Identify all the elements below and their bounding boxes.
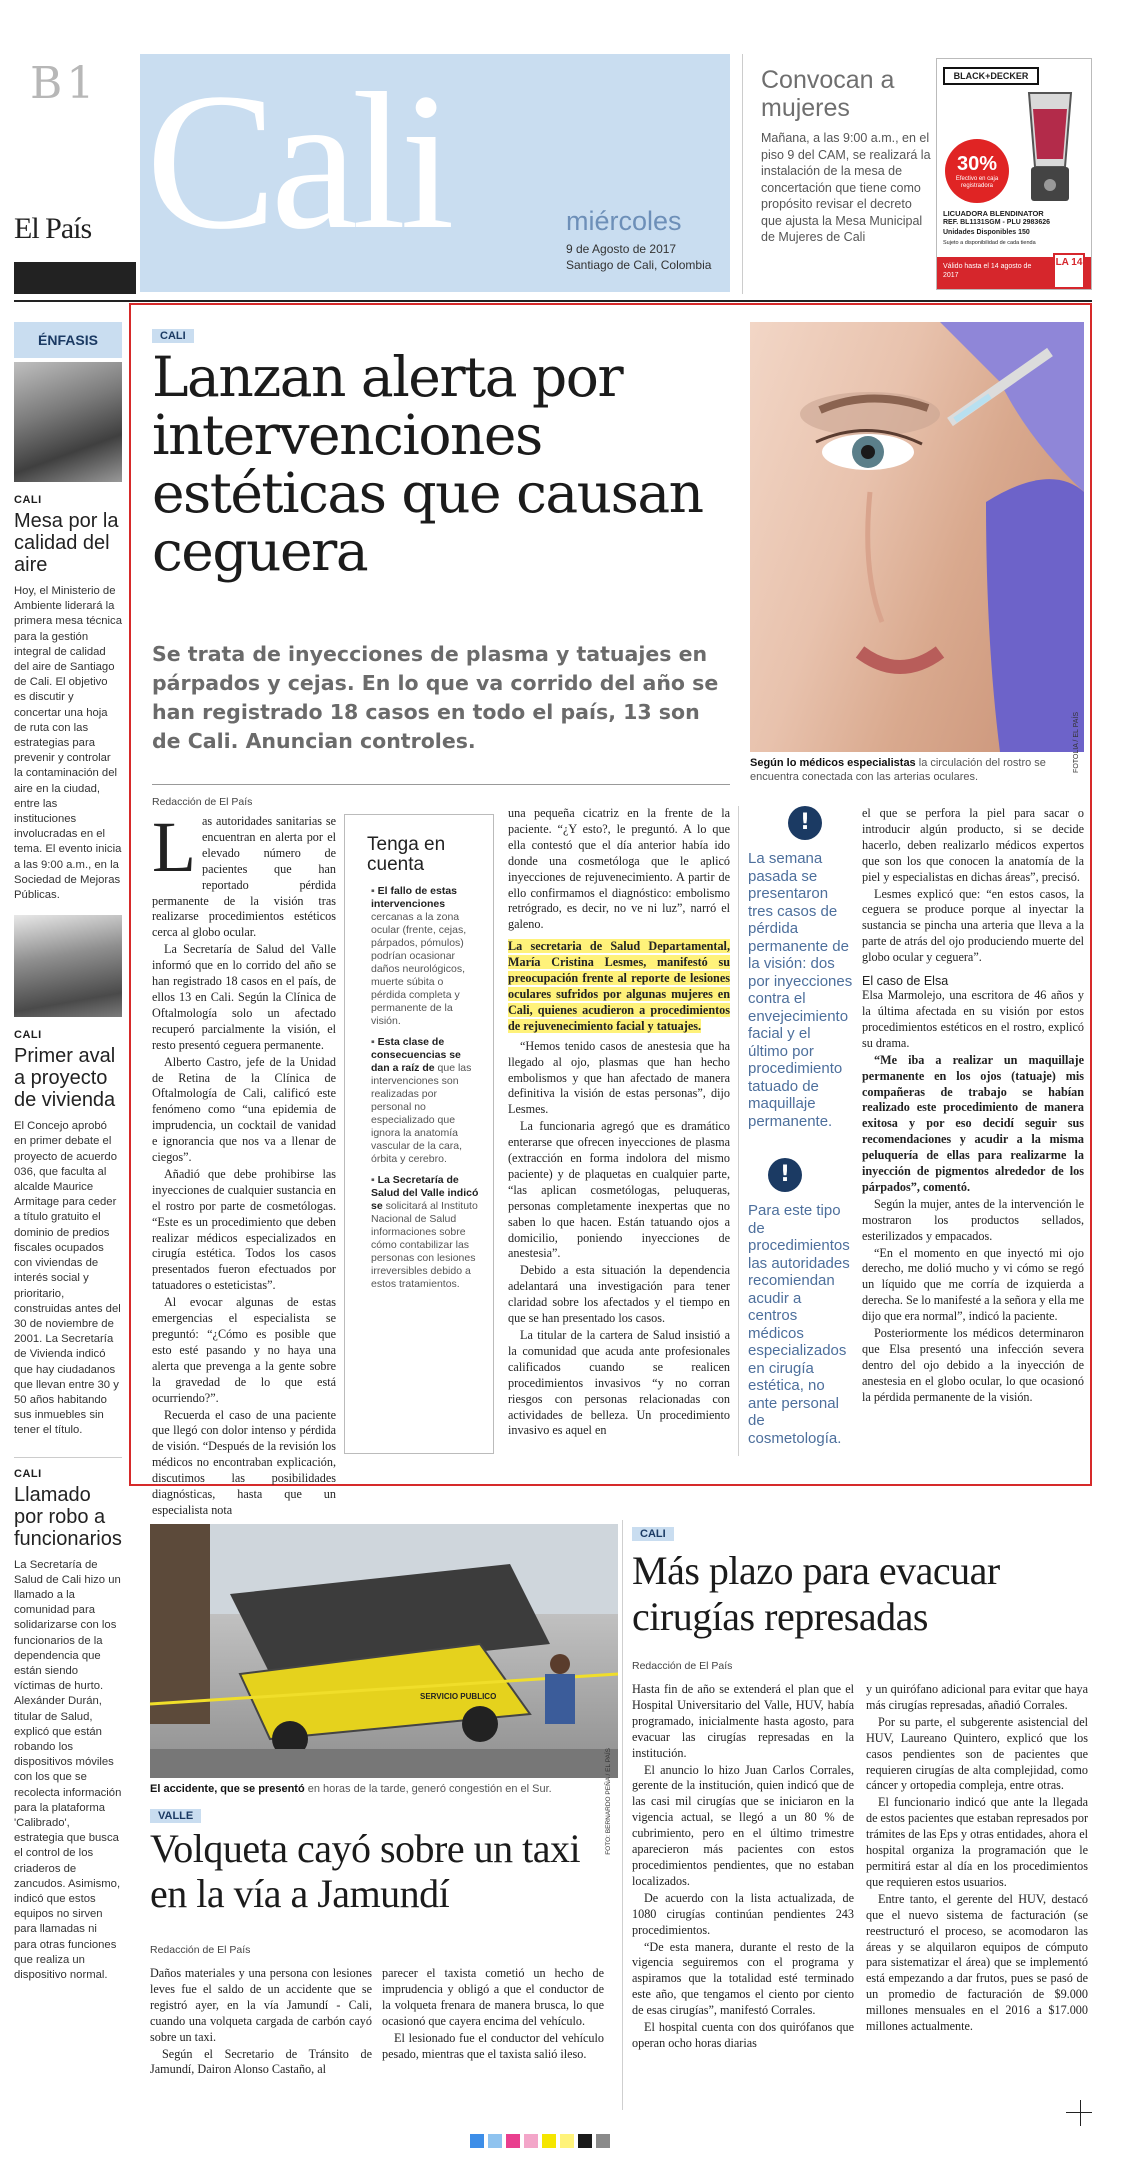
paragraph: Recuerda el caso de una paciente que llegó con dolor intenso y pérdida de visión. “Después de la revisión los médicos no encontraban explicación, discutimos las posibilidades diagnósticas, hasta que un especialista nota (152, 1407, 336, 1517)
ad-brand: BLACK+DECKER (943, 67, 1039, 85)
info-box-title: Tenga en cuenta (367, 834, 446, 875)
paragraph: Debido a esta situación la dependencia adelantará una investigación para tener claridad sobre los afectados y el tiempo en que se han presentado los casos. (508, 1263, 730, 1326)
print-color-bar (470, 2134, 610, 2148)
highlighted-paragraph (508, 939, 730, 1034)
hospital-col-2 (866, 1682, 1088, 2036)
paragraph: De acuerdo con la lista actualizada, de 1080 cirugías continúan pendientes 243 procedimientos. (632, 1890, 854, 1937)
ad-units: Unidades Disponibles 150 (943, 229, 1030, 236)
taxi-headline[interactable]: Volqueta cayó sobre un taxi en la vía a Jamundí (150, 1826, 581, 1916)
blender-icon (1015, 89, 1085, 207)
pull-quote-text: La semana pasada se presentaron tres casos de pérdida permanente de la visión: dos por inyecciones contra el envejecimiento facial y el último por procedimiento tatuado de maquillaje permanente. (748, 850, 853, 1130)
info-box-item-lead: El fallo de estas intervenciones (371, 885, 458, 910)
masthead-rule (14, 300, 1092, 302)
masthead-weekday: miércoles (566, 206, 682, 236)
taxi-caption (150, 1782, 618, 1796)
enfasis-body: El Concejo aprobó en primer debate el proyecto de acuerdo 036, que faculta al alcalde Maurice Armitage para ceder a título gratuito el dominio de predios fiscales ocupados con viviendas de interés social y prioritario, construidas antes del 30 de noviembre de 2001. La Secretaría de Vivienda indicó que hay ciudadanos que llevan entre 30 y 50 años habitando sus inmuebles sin tener el título. (14, 1120, 121, 1437)
info-box-item-text: que las intervenciones son realizadas por personal no especializado que ignora la anatomía vascular de la cara, órbita y cerebro. (371, 1062, 472, 1165)
ad-valid-bar: Válido hasta el 14 agosto de 2017 (937, 257, 1091, 289)
enfasis-photo-houses (14, 915, 122, 1017)
info-box-item-text: solicitará al Instituto Nacional de Salud informaciones sobre cómo contabilizar las personas con lesiones irreversibles debido a estos tratamientos. (371, 1200, 478, 1290)
taxi-illustration (150, 1524, 618, 1778)
advertisement[interactable] (936, 58, 1092, 290)
ad-discount-badge (945, 139, 1009, 203)
enfasis-photo-bus (14, 362, 122, 482)
color-swatch (524, 2134, 538, 2148)
color-swatch (596, 2134, 610, 2148)
paragraph: Lesmes explicó que: “en estos casos, la ceguera se produce porque al inyectar la sustancia se pincha una arteria que lleva a la parte de atrás del ojo produciendo muerte del globo ocular y ceguera”. (862, 886, 1084, 965)
pull-quote (748, 1158, 854, 1447)
color-swatch (578, 2134, 592, 2148)
main-col-3 (508, 806, 730, 1440)
paragraph: La titular de la cartera de Salud insistió a la comunidad que acuda ante profesionales calificados cuando se realicen procedimientos invasivos “y no corran riesgos con personas relacionadas con actividades de belleza. Un procedimiento invasivo es aquel en (508, 1328, 730, 1438)
teaser-text: Mañana, a las 9:00 a.m., en el piso 9 del CAM, se realizará la instalación de la mesa de concertación que tiene como propósito revisar el decreto que ajusta la Mesa Municipal de Mujeres de Cali (761, 131, 931, 244)
ad-discount-note: Efectivo en caja registradora (955, 176, 999, 189)
hospital-kicker (632, 1522, 674, 1541)
enfasis-title[interactable]: Llamado por robo a funcionarios (14, 1483, 122, 1550)
taxi-col-2 (382, 1966, 604, 2063)
enfasis-title[interactable]: Mesa por la calidad del aire (14, 510, 119, 576)
info-box-item-lead: Esta clase de consecuencias se dan a raíz de (371, 1036, 461, 1074)
paragraph: Daños materiales y una persona con lesiones leves fue el saldo de un accidente que se registró ayer, en la vía Jamundí - Cali, cuando una volqueta cargada de carbón cayó sobre un taxi. (150, 1966, 372, 2044)
main-photo-caption (750, 756, 1084, 784)
hospital-byline: Redacción de El País (632, 1660, 733, 1672)
face-illustration (750, 322, 1084, 752)
info-box (344, 814, 494, 1454)
column-rule (622, 1520, 623, 2110)
enfasis-kicker: CALI (14, 1029, 42, 1042)
caption-bold: El accidente, que se presentó (150, 1783, 305, 1795)
main-col-1 (152, 807, 336, 1520)
paragraph: parecer el taxista cometió un hecho de imprudencia y obligó a que el conductor de la volqueta frenara de manera brusca, lo que ocasionó que cayera encima del vehículo. (382, 1966, 604, 2028)
color-swatch (560, 2134, 574, 2148)
paragraph: La Secretaría de Salud del Valle informó que en lo corrido del año se han registrado 18 casos en el país, de ellos 13 en Cali. Según la Clínica de Oftalmología solo un afectado recuperó parcialmente la visión, el resto presentó ceguera permanente. (152, 942, 336, 1052)
enfasis-kicker: CALI (14, 1467, 42, 1480)
paragraph: Al evocar algunas de estas emergencias el especialista se preguntó: “¿Cómo es posible que esto esté pasando y no haya una alerta que prevenga a la gente sobre la gravedad de lo que está ocurriendo?”. (152, 1295, 336, 1405)
color-swatch (470, 2134, 484, 2148)
subhead: El caso de Elsa (862, 974, 949, 989)
ad-discount: 30% (956, 153, 998, 175)
main-byline: Redacción de El País (152, 796, 253, 808)
crop-mark (1066, 2112, 1092, 2113)
ad-fine-print: Sujeto a disponibilidad de cada tienda (943, 240, 1036, 246)
paragraph: Entre tanto, el gerente del HUV, destacó que el nuevo sistema de facturación (se reestructuró el proceso, se acomodaron las áreas y se alquilaron equipos de cómputo para sistematizar el área) que se implementó está empezando a dar frutos, pues se pasó de un promedio de facturación de $9.000 millones mensuales en el 2016 a $17.000 millones actualmente. (866, 1891, 1088, 2034)
paragraph: y un quirófano adicional para evitar que haya más cirugías represadas, añadió Corrales. (866, 1682, 1088, 1712)
color-swatch (488, 2134, 502, 2148)
paragraph: Posteriormente los médicos determinaron que Elsa presentó una infección severa dentro del ojo debido a la inyección de anestesia en el globo ocular, lo que ocasionó la pérdida permanente de la visión. (862, 1326, 1084, 1404)
paragraph: Según el Secretario de Tránsito de Jamundí, Dairon Alonso Castaño, al (150, 2046, 372, 2077)
paragraph: Por su parte, el subgerente asistencial del HUV, Laureano Quintero, explicó que los casos pendientes son de pacientes que requieren cirugías de alta complejidad, como cáncer y ortopedia compleja, entre otras. (866, 1714, 1088, 1793)
paragraph: Hasta fin de año se extenderá el plan que el Hospital Universitario del Valle, HUV, había programado, inicialmente hasta agosto, para evacuar las cirugías represadas en la institución. (632, 1682, 854, 1760)
enfasis-body: La Secretaría de Salud de Cali hizo un llamado a la comunidad para solidarizarse con los funcionarios de la dependencia que están siendo víctimas de hurto. Alexánder Durán, titular de Salud, explicó que están robando los dispositivos móviles con los que se recolecta información para la plataforma 'Calibrado', estrategia que busca el control de los criaderos de zancudos. Asimismo, indicó que estos equipos no sirven para llamadas ni para otras funciones que realiza un dispositivo normal. (14, 1558, 122, 1982)
paragraph: el que se perfora la piel para sacar o introducir algún producto, si se decide hacerlo, deben realizarlo médicos expertos que son los que conocen la anatomía de la piel y especialistas en dichas áreas”, precisó. (862, 806, 1084, 884)
info-box-item: ▪ La Secretaría de Salud del Valle indicó se solicitará al Instituto Nacional de Salud informaciones sobre cómo contabilizar las personas con lesiones irreversibles debido a estos tratamientos. (371, 1174, 479, 1290)
hospital-headline[interactable]: Más plazo para evacuar cirugías represadas (632, 1548, 1000, 1639)
info-box-item-text: cercanas a la zona ocular (frente, cejas, párpados, pómulos) podrían ocasionar daños neurológicos, muerte súbita o pérdida completa y permanente de la visión. (371, 911, 467, 1027)
enfasis-label: ÉNFASIS (14, 322, 122, 358)
photo-credit: FOTOLIA / EL PAÍS (1073, 712, 1080, 773)
crop-mark (1080, 2100, 1081, 2126)
teaser-box (742, 54, 932, 294)
paragraph: La funcionaria agregó que es dramático enterarse que ofrecen inyecciones de plasma (extracción en forma indolora del mismo paciente) y de plaquetas en cualquier parte, “las aplican cosmetólogas, peluqueras, personas completamente inexpertas que no saben lo que hacen. Están tatuando ojos a domicilio, poniendo inyecciones de anestesia”. (508, 1119, 730, 1261)
masthead-place: Santiago de Cali, Colombia (566, 258, 712, 272)
pull-quote (748, 806, 854, 1130)
info-box-item-lead: La Secretaría de Salud del Valle indicó se (371, 1174, 479, 1212)
section-code: B1 (30, 58, 99, 109)
paragraph: “En el momento en que inyectó mi ojo derecho, me dolió mucho y vi cómo se regó un líquido que me corría de izquierda a derecha. Se lo manifesté a la señora y ella me dijo que era normal”, indicó la paciente. (862, 1245, 1084, 1324)
enfasis-title[interactable]: Primer aval a proyecto de vivienda (14, 1045, 116, 1112)
enfasis-kicker: CALI (14, 494, 42, 506)
caption-text: la circulación del rostro se encuentra conectada con las arterias oculares. (750, 757, 1046, 783)
paragraph: El anuncio lo hizo Juan Carlos Corrales, gerente de la institución, quien indicó que de las casi mil cirugías que se iniciaron en la vigencia actual, se llegó a un 80 % de cubrimiento, pero en el último trimestre aparecieron más pacientes con estos procedimientos pendientes, que no estaban localizados. (632, 1762, 854, 1888)
main-headline[interactable]: Lanzan alerta por intervenciones estéticas que causan ceguera (152, 345, 703, 583)
highlight: La secretaria de Salud Departamental, María Cristina Lesmes, manifestó su preocupación frente al reporte de lesiones oculares sufridos por algunas mujeres en Cali, quienes acudieron a procedimientos de rejuvenecimiento facial y tatuajes. (508, 939, 730, 1033)
paragraph: Elsa Marmolejo, una escritora de 46 años y la última afectada en su visión por estos procedimientos estéticos en el rostro, explicó su drama. (862, 988, 1084, 1050)
photo-credit: FOTO: BERNARDO PEÑA / EL PAÍS (605, 1748, 612, 1855)
taxi-col-1 (150, 1966, 372, 2079)
paragraph: “De esta manera, durante el resto de la vigencia seguiremos con el programa y aspiramos que la totalidad esté terminado este año, que tengamos el ciento por ciento de esas cirugías”, manifestó Corrales. (632, 1939, 854, 2018)
pull-quote-text: Para este tipo de procedimientos las autoridades recomiendan acudir a centros médicos especializados en cirugía estética, no ante personal de cosmetología. (748, 1202, 850, 1447)
teaser-title: Convocan a mujeres (761, 66, 895, 122)
masthead-date: 9 de Agosto de 2017 (566, 242, 677, 256)
info-box-item: ▪ El fallo de estas intervenciones cercanas a la zona ocular (frente, cejas, párpados, pómulos) podrían ocasionar daños neurológicos, muerte súbita o pérdida completa y permanente de la visión. (371, 885, 467, 1027)
brand-bar (14, 262, 136, 294)
paragraph: Alberto Castro, jefe de la Unidad de Retina de la Clínica de Oftalmología de Cali, calificó este fenómeno como “una epidemia de imprudencia, un cocktail de vanidad e ignorancia que nos va a llenar de ciegos”. (152, 1054, 336, 1165)
exclamation-icon: ! (788, 806, 822, 840)
paragraph: “Me iba a realizar un maquillaje permanente en los ojos (tatuaje) mis compañeras de trabajo se habían realizado este procedimiento de manera exitosa y por eso decidí seguir sus recomendaciones y acudir a la misma peluquería de ellas para realizarme la inyección de pigmentos alrededor de los párpados”, comentó. (862, 1052, 1084, 1194)
taxi-byline: Redacción de El País (150, 1944, 251, 1956)
color-swatch (506, 2134, 520, 2148)
enfasis-body: Hoy, el Ministerio de Ambiente liderará la primera mesa técnica para la gestión integral de calidad del aire de Santiago de Cali. El objetivo es discutir y concertar una hoja de ruta con las estrategias para prevenir y controlar la contaminación del aire en la ciudad, entre las instituciones involucradas en el tema. El evento inicia a las 9:00 a.m., en la Sociedad de Mejoras Públicas. (14, 585, 122, 902)
paragraph: El funcionario indicó que ante la llegada de estos pacientes que estaban represados por trámites de las Eps y otras entidades, ahora el hospital organiza la programación que le permitirá estar al día en los procedimientos que requieren estos usuarios. (866, 1795, 1088, 1889)
main-kicker-tag: CALI (152, 329, 194, 343)
deck-rule (152, 784, 730, 785)
taxi-service-label: SERVICIO PUBLICO (420, 1692, 497, 1701)
info-box-item: ▪ Esta clase de consecuencias se dan a raíz de que las intervenciones son realizadas por personal no especializado que ignora la anatomía vascular de la cara, órbita y cerebro. (371, 1036, 472, 1165)
paragraph: El hospital cuenta con dos quirófanos que operan ocho horas diarias (632, 2020, 854, 2050)
caption-bold: Según lo médicos especialistas (750, 757, 916, 769)
dropcap: L (152, 807, 196, 887)
enfasis-column (14, 322, 122, 1983)
main-deck: Se trata de inyecciones de plasma y tatuajes en párpados y cejas. En lo que va corrido del año se han registrado 18 casos en todo el país, 13 son de Cali. Anuncian controles. (152, 642, 719, 753)
masthead-city: Cali (146, 53, 449, 270)
brand-logo: El País (14, 212, 92, 245)
main-col-5 (862, 806, 1084, 1407)
caption-text: en horas de la tarde, generó congestión en el Sur. (304, 1783, 552, 1795)
ad-ref: REF. BL1131SGM - PLU 2983626 (943, 219, 1050, 226)
main-kicker (152, 324, 194, 343)
paragraph: El lesionado fue el conductor del vehículo pesado, mientras que el taxista salió ileso. (382, 2030, 604, 2061)
hospital-kicker-tag: CALI (632, 1527, 674, 1541)
paragraph: “Hemos tenido casos de anestesia que ha llegado al ojo, plasmas que han hecho embolismos y que han afectado de manera definitiva la visión de estas personas”, dijo Lesmes. (508, 1038, 730, 1117)
taxi-kicker-tag: VALLE (150, 1809, 201, 1823)
column-rule (738, 806, 739, 1456)
color-swatch (542, 2134, 556, 2148)
ad-product: LICUADORA BLENDINATOR (943, 209, 1044, 218)
ad-store-logo: LA 14 (1053, 253, 1085, 289)
paragraph: as autoridades sanitarias se encuentran en alerta por el elevado número de pacientes que han reportado pérdida permanente de la visión tras realizarse procedimientos estéticos cerca al globo ocular. (152, 814, 336, 940)
taxi-kicker (150, 1804, 201, 1823)
hospital-col-1 (632, 1682, 854, 2053)
paragraph: Añadió que debe prohibirse las inyecciones de cualquier sustancia en el rostro por parte de cosmetólogas. “Este es un procedimiento que deben realizar médicos especializados en cirugía estética. Todos los casos presentados fueron efectuados por tatuadores o esteticistas”. (152, 1166, 336, 1293)
paragraph: una pequeña cicatriz en la frente de la paciente. “¿Y esto?, le preguntó. A lo que ella contestó que el día anterior había ido donde una cosmetóloga que le aplicó inyecciones de rejuvenecimiento. A partir de ello confirmamos el diagnóstico: embolismo retrógrado, es decir, no ve ni luz”, narró el galeno. (508, 806, 730, 932)
paragraph: Según la mujer, antes de la intervención le mostraron los productos sellados, esterilizados y empacados. (862, 1196, 1084, 1243)
exclamation-icon: ! (768, 1158, 802, 1192)
